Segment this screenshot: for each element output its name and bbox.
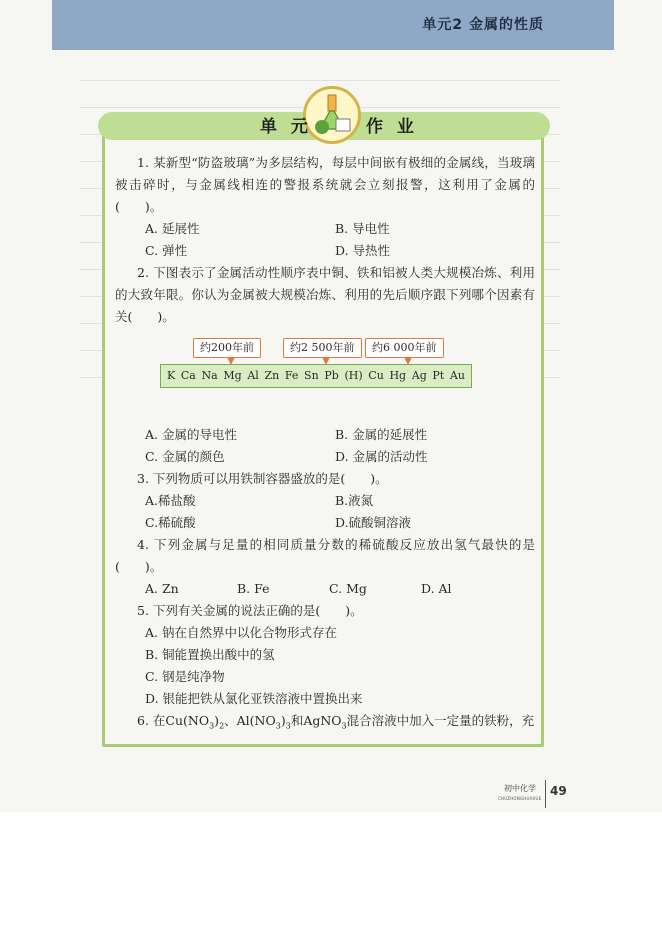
q6-part-6: 混合溶液中加入一定量的铁粉，充 bbox=[346, 713, 535, 728]
q6-sub-5: 3 bbox=[341, 721, 347, 731]
question-2-options-row-2 bbox=[115, 446, 535, 468]
unit-title: 单元2 金属的性质 bbox=[422, 17, 544, 33]
question-5-option-b: B. 铜能置换出酸中的氢 bbox=[145, 647, 275, 662]
question-1-options-row-1 bbox=[115, 218, 535, 240]
question-3-option-c: C.稀硫酸 bbox=[145, 515, 196, 530]
footer-subject: 初中化学 bbox=[504, 784, 536, 793]
metal-pb: Pb bbox=[324, 369, 339, 382]
metal-au: Au bbox=[449, 369, 465, 382]
callout-cu: 约6 000年前 bbox=[365, 338, 444, 358]
footer-divider bbox=[545, 780, 546, 808]
question-5-option-c: C. 钢是纯净物 bbox=[145, 669, 225, 684]
question-5-option-d: D. 银能把铁从氯化亚铁溶液中置换出来 bbox=[145, 691, 363, 706]
question-3-option-b: B.液氮 bbox=[335, 493, 374, 508]
question-4-option-c: C. Mg bbox=[329, 581, 367, 596]
question-4-option-a: A. Zn bbox=[145, 581, 179, 596]
metal-mg: Mg bbox=[223, 369, 242, 382]
question-1-stem: 1. 某新型“防盗玻璃”为多层结构，每层中间嵌有极细的金属线，当玻璃被击碎时，与金属线相连的警报系统就会立刻报警，这利用了金属的( )。 bbox=[115, 155, 535, 214]
q6-sub-4: 3 bbox=[285, 721, 291, 731]
metal-activity-diagram bbox=[115, 338, 535, 416]
metal-h: (H) bbox=[344, 369, 363, 382]
callout-al: 约200年前 bbox=[193, 338, 261, 358]
homework-content bbox=[115, 152, 535, 738]
question-5-stem: 5. 下列有关金属的说法正确的是( )。 bbox=[137, 603, 363, 618]
header-bar bbox=[52, 0, 614, 50]
q6-part-2: ) bbox=[214, 713, 220, 728]
question-4-options bbox=[115, 578, 535, 600]
page-number: 49 bbox=[550, 784, 567, 798]
metal-hg: Hg bbox=[389, 369, 407, 382]
metal-pt: Pt bbox=[432, 369, 445, 382]
question-4-option-b: B. Fe bbox=[237, 581, 270, 596]
footer-pinyin: CHUZHONGHUAXUE bbox=[498, 796, 542, 801]
question-2-option-a: A. 金属的导电性 bbox=[145, 427, 237, 442]
metal-sn: Sn bbox=[304, 369, 319, 382]
question-2-options-row-1 bbox=[115, 424, 535, 446]
question-3-option-a: A.稀盐酸 bbox=[145, 493, 196, 508]
banner-label-homework: 作 业 bbox=[366, 117, 418, 137]
q6-sub-3: 3 bbox=[275, 721, 281, 731]
question-1-option-b: B. 导电性 bbox=[335, 221, 390, 236]
metal-cu: Cu bbox=[368, 369, 384, 382]
question-1-options-row-2 bbox=[115, 240, 535, 262]
metal-zn: Zn bbox=[264, 369, 280, 382]
question-2-option-b: B. 金属的延展性 bbox=[335, 427, 428, 442]
metal-na: Na bbox=[201, 369, 218, 382]
q6-part-5: 和AgNO bbox=[290, 713, 342, 728]
metal-fe: Fe bbox=[284, 369, 299, 382]
question-2-stem: 2. 下图表示了金属活动性顺序表中铜、铁和铝被人类大规模冶炼、利用的大致年限。你认为金属被大规模冶炼、利用的先后顺序跟下列哪个因素有关( )。 bbox=[115, 265, 535, 324]
question-4-stem: 4. 下列金属与足量的相同质量分数的稀硫酸反应放出氢气最快的是( )。 bbox=[115, 537, 535, 574]
q6-part-4: ) bbox=[280, 713, 286, 728]
question-3-option-d: D.硫酸铜溶液 bbox=[335, 515, 412, 530]
question-2-option-c: C. 金属的颜色 bbox=[145, 449, 225, 464]
question-3-stem: 3. 下列物质可以用铁制容器盛放的是( )。 bbox=[137, 471, 388, 486]
q6-sub-1: 3 bbox=[209, 721, 215, 731]
metal-activity-series bbox=[160, 364, 472, 388]
question-5-option-a: A. 钠在自然界中以化合物形式存在 bbox=[145, 625, 337, 640]
question-6-stem bbox=[115, 710, 535, 738]
question-2-option-d: D. 金属的活动性 bbox=[335, 449, 428, 464]
q6-part-1: 6. 在Cu(NO bbox=[137, 713, 210, 728]
metal-ag: Ag bbox=[411, 369, 427, 382]
callout-fe: 约2 500年前 bbox=[283, 338, 362, 358]
metal-ca: Ca bbox=[180, 369, 196, 382]
question-4-option-d: D. Al bbox=[421, 581, 452, 596]
question-3-options-row-2 bbox=[115, 512, 535, 534]
question-1-option-a: A. 延展性 bbox=[145, 221, 200, 236]
metal-al: Al bbox=[247, 369, 259, 382]
metal-k: K bbox=[167, 369, 176, 382]
question-1-option-d: D. 导热性 bbox=[335, 243, 391, 258]
q6-part-3: 、Al(NO bbox=[224, 713, 276, 728]
question-1-option-c: C. 弹性 bbox=[145, 243, 188, 258]
banner-label-unit: 单 元 bbox=[260, 117, 312, 137]
question-3-options-row-1 bbox=[115, 490, 535, 512]
q6-sub-2: 2 bbox=[219, 721, 225, 731]
